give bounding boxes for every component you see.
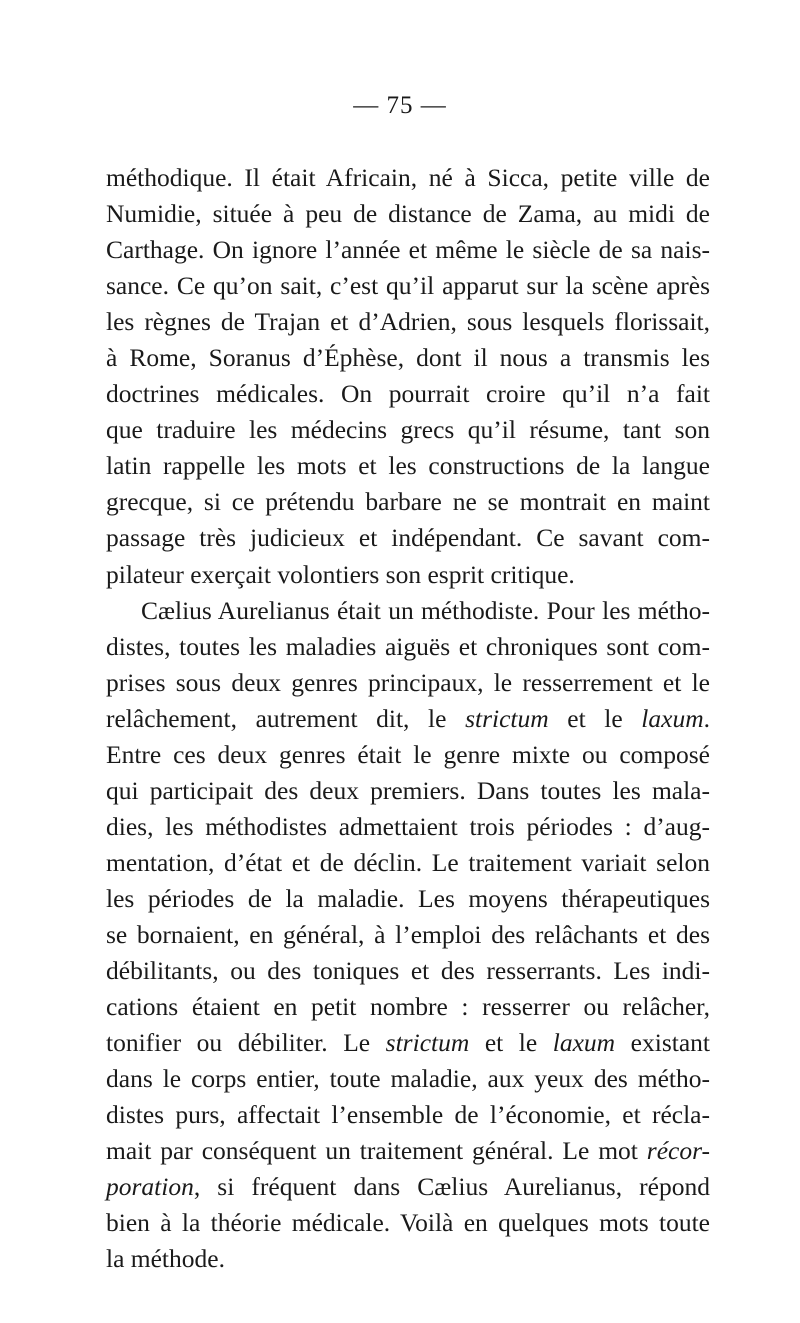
text-line: Numidie, située à peu de distance de Zama, au midi de	[106, 199, 710, 229]
text-segment: .	[703, 703, 710, 733]
latin-term: laxum	[552, 1028, 616, 1058]
text-line	[106, 701, 710, 737]
text-line	[106, 1025, 710, 1061]
text-line: mentation, d’état et de déclin. Le traitement variait selon	[106, 847, 710, 877]
text-line: bien à la théorie médicale. Voilà en quelques mots toute	[106, 1208, 710, 1238]
text-line: grecque, si ce prétendu barbare ne se montrait en maint	[106, 487, 710, 517]
text-segment: mait par conséquent un traitement général. Le mot	[106, 1136, 647, 1166]
text-line: latin rappelle les mots et les constructions de la langue	[106, 451, 710, 481]
text-line	[106, 1133, 710, 1169]
text-segment: tonifier ou débiliter. Le	[106, 1028, 386, 1058]
text-line: les périodes de la maladie. Les moyens thérapeutiques	[106, 883, 710, 913]
text-line: débilitants, ou des toniques et des resserrants. Les indi-	[106, 956, 710, 986]
text-line: dans le corps entier, toute maladie, aux yeux des métho-	[106, 1064, 710, 1094]
text-line: Carthage. On ignore l’année et même le siècle de sa nais-	[106, 235, 710, 265]
text-line: distes purs, affectait l’ensemble de l’économie, et récla-	[106, 1100, 710, 1130]
text-line: sance. Ce qu’on sait, c’est qu’il apparut sur la scène après	[106, 271, 710, 301]
text-line: Entre ces deux genres était le genre mixte ou composé	[106, 739, 710, 769]
text-line: les règnes de Trajan et d’Adrien, sous lesquels florissait,	[106, 307, 710, 337]
latin-term: strictum	[385, 1028, 470, 1058]
latin-term: strictum	[465, 703, 549, 733]
text-segment: relâchement, autrement dit, le	[106, 703, 466, 733]
text-line	[106, 1169, 710, 1205]
text-line: dies, les méthodistes admettaient trois périodes : d’aug-	[106, 811, 710, 841]
text-segment: et le	[469, 1028, 553, 1058]
latin-term: laxum	[641, 703, 704, 733]
text-segment: et le	[548, 703, 642, 733]
body-text	[106, 160, 710, 1277]
text-line: doctrines médicales. On pourrait croire qu’il n’a fait	[106, 379, 710, 409]
page-number: — 75 —	[353, 92, 447, 119]
text-line: que traduire les médecins grecs qu’il résume, tant son	[106, 415, 710, 445]
paragraph-start-line: Cælius Aurelianus était un méthodiste. Pour les métho-	[141, 595, 710, 625]
text-line: passage très judicieux et indépendant. Ce savant com-	[106, 523, 710, 553]
text-line: prises sous deux genres principaux, le resserrement et le	[106, 667, 710, 697]
text-line: la méthode.	[106, 1244, 225, 1274]
text-line: qui participait des deux premiers. Dans toutes les mala-	[106, 775, 710, 805]
text-line: à Rome, Soranus d’Éphèse, dont il nous a transmis les	[106, 343, 710, 373]
italic-term: récor-	[646, 1136, 710, 1166]
text-line: cations étaient en petit nombre : resserrer ou relâcher,	[106, 992, 710, 1022]
text-line: distes, toutes les maladies aiguës et chroniques sont com-	[106, 631, 710, 661]
text-line: méthodique. Il était Africain, né à Sicca, petite ville de	[106, 163, 710, 192]
text-line: pilateur exerçait volontiers son esprit critique.	[106, 559, 575, 589]
italic-term: poration	[106, 1172, 194, 1202]
text-segment: , si fréquent dans Cælius Aurelianus, répond	[193, 1172, 710, 1202]
text-segment: existant	[615, 1028, 710, 1058]
text-line: se bornaient, en général, à l’emploi des relâchants et des	[106, 919, 710, 949]
